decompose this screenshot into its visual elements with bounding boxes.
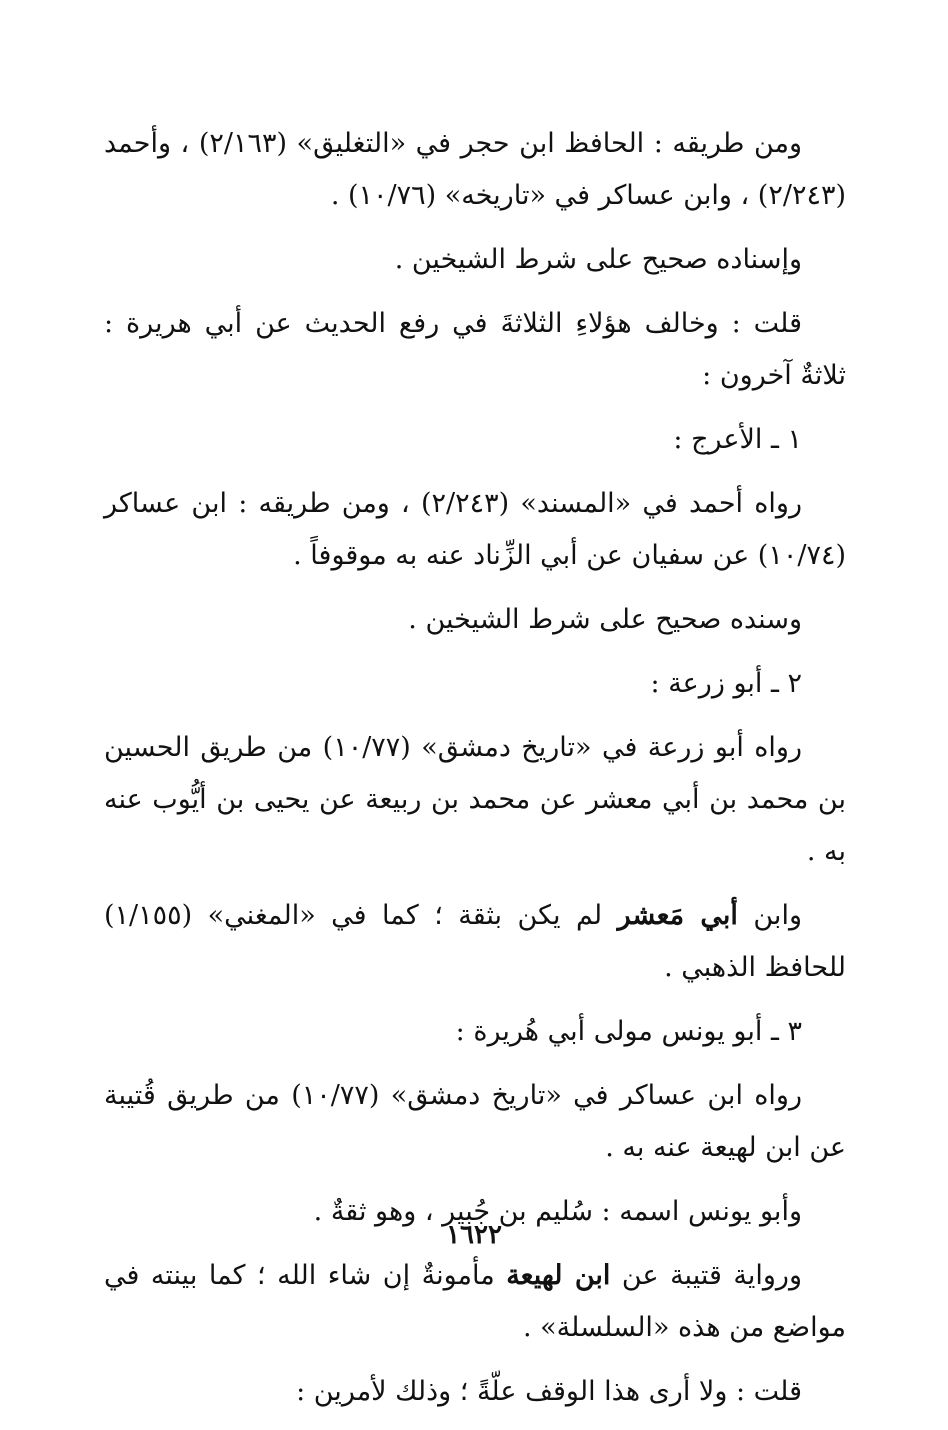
paragraph-11: رواه ابن عساكر في «تاريخ دمشق» (١٠/٧٧) من طريق قُتيبة عن ابن لهيعة عنه به . <box>104 1080 846 1163</box>
paragraph-13 <box>104 1250 846 1354</box>
list-heading-2: ٢ ـ أبو زرعة : <box>650 668 802 699</box>
paragraph-12: وأبو يونس اسمه : سُليم بن جُبير ، وهو ثقةٌ . <box>313 1196 802 1227</box>
narrator-name-ibn-lahiah: ابن لهيعة <box>506 1260 611 1291</box>
paragraph-9-end: لم يكن بثقة ؛ كما في «المغني» (١/١٥٥) للحافظ الذهبي . <box>104 900 846 983</box>
list-heading-3: ٣ ـ أبو يونس مولى أبي هُريرة : <box>455 1016 802 1047</box>
paragraph-5: رواه أحمد في «المسند» (٢/٢٤٣) ، ومن طريقه : ابن عساكر (١٠/٧٤) عن سفيان عن أبي الزِّناد عنه به موقوفاً . <box>104 488 846 571</box>
paragraph-13-start: ورواية قتيبة عن <box>610 1260 803 1291</box>
paragraph-9 <box>104 890 846 994</box>
page-number: ١٦٢٢ <box>446 1220 502 1250</box>
paragraph-8: رواه أبو زرعة في «تاريخ دمشق» (١٠/٧٧) من طريق الحسين بن محمد بن أبي معشر عن محمد بن ربيعة عن يحيى بن أيُّوب عنه به . <box>104 732 846 867</box>
paragraph-1: ومن طريقه : الحافظ ابن حجر في «التغليق» (٢/١٦٣) ، وأحمد (٢/٢٤٣) ، وابن عساكر في «تاريخه» (١٠/٧٦) . <box>104 128 846 211</box>
paragraph-3: قلت : وخالف هؤلاءِ الثلاثةَ في رفع الحديث عن أبي هريرة : ثلاثةٌ آخرون : <box>104 308 846 391</box>
paragraph-14: قلت : ولا أرى هذا الوقف علّةً ؛ وذلك لأمرين : <box>296 1376 802 1407</box>
paragraph-6: وسنده صحيح على شرط الشيخين . <box>408 604 802 635</box>
list-heading-1: ١ ـ الأعرج : <box>673 424 802 455</box>
narrator-name-abu-mashar: أبي مَعشر <box>617 900 738 931</box>
paragraph-9-start: وابن <box>737 900 802 931</box>
paragraph-2: وإسناده صحيح على شرط الشيخين . <box>394 244 802 275</box>
paragraph-13-end: مأمونةٌ إن شاء الله ؛ كما بينته في مواضع من هذه «السلسلة» . <box>104 1260 846 1343</box>
